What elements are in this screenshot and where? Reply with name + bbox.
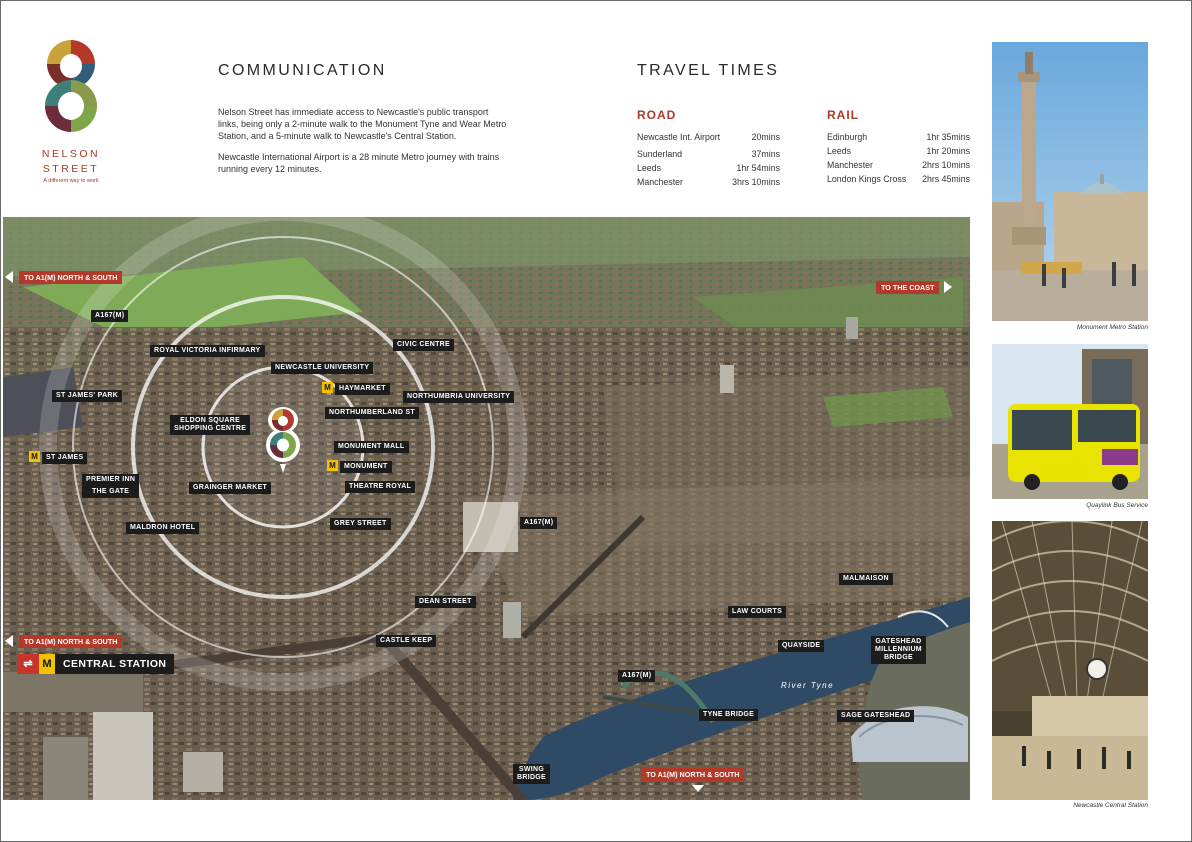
travel-times-heading: TRAVEL TIMES	[637, 62, 780, 79]
label-monument-mall: MONUMENT MALL	[334, 441, 409, 453]
place: Leeds	[637, 163, 661, 173]
label-st-james-park: ST JAMES' PARK	[52, 390, 122, 402]
label-swing-bridge	[513, 764, 550, 784]
table-row	[827, 130, 970, 144]
table-row	[827, 158, 970, 172]
time: 37mins	[751, 149, 780, 159]
label-central-station: CENTRAL STATION	[63, 658, 167, 670]
arrow-down-icon	[692, 785, 704, 792]
label-castle-keep: CASTLE KEEP	[376, 635, 436, 647]
communication-paragraph-1: Nelson Street has immediate access to Newcastle's public transport links, being only a 2-minute walk to the Monument Tyne and Wear Metro Station, and a 5-minute walk to Newcastle's Central Station.	[218, 107, 507, 142]
time: 20mins	[751, 132, 780, 142]
label-eldon-square	[170, 415, 250, 435]
label-a167-low: A167(M)	[618, 670, 655, 682]
place: Sunderland	[637, 149, 682, 159]
rail-title: RAIL	[827, 108, 859, 122]
communication-heading: COMMUNICATION	[218, 62, 387, 79]
label-a167-top: A167(M)	[91, 310, 128, 322]
direction-a1-top: TO A1(M) NORTH & SOUTH	[19, 271, 122, 284]
arrow-right-icon	[944, 281, 952, 293]
label-dean-street: DEAN STREET	[415, 596, 476, 608]
label-premier-inn	[82, 474, 139, 498]
photo-central-station	[992, 521, 1148, 800]
metro-icon: M	[327, 460, 338, 471]
time: 1hr 54mins	[736, 163, 780, 173]
table-row	[637, 147, 780, 161]
label-law-courts: LAW COURTS	[728, 606, 786, 618]
brand-tagline: A different way to work	[43, 178, 99, 184]
metro-icon: M	[39, 654, 55, 674]
label-monument: MONUMENT	[340, 461, 392, 473]
label-eldon-line1: ELDON SQUARE	[180, 417, 241, 424]
label-newcastle-university: NEWCASTLE UNIVERSITY	[271, 362, 373, 374]
nelson-street-logo	[38, 40, 104, 184]
aerial-photo-background	[3, 217, 970, 800]
label-theatre-royal: THEATRE ROYAL	[345, 481, 415, 493]
label-grey-street: GREY STREET	[330, 518, 391, 530]
label-st-james: ST JAMES	[42, 452, 87, 464]
photo-quaylink-bus	[992, 344, 1148, 499]
time: 3hrs 10mins	[732, 177, 780, 187]
road-times-table	[637, 130, 780, 189]
label-tyne-bridge: TYNE BRIDGE	[699, 709, 758, 721]
label-swing-line2: BRIDGE	[517, 774, 547, 781]
label-a167-mid: A167(M)	[520, 517, 557, 529]
place: Edinburgh	[827, 132, 868, 142]
aerial-map	[3, 217, 970, 800]
direction-coast: TO THE COAST	[876, 281, 939, 294]
label-malmaison: MALMAISON	[839, 573, 893, 585]
label-maldron-hotel: MALDRON HOTEL	[126, 522, 199, 534]
table-row	[637, 161, 780, 175]
label-premier-line1: PREMIER INN	[86, 476, 136, 483]
time: 1hr 35mins	[926, 132, 970, 142]
road-title: ROAD	[637, 108, 677, 122]
label-grainger-market: GRAINGER MARKET	[189, 482, 271, 494]
national-rail-icon: ⇌	[17, 654, 39, 674]
table-row	[827, 172, 970, 186]
label-premier-line2: THE GATE	[91, 488, 130, 495]
label-eldon-line2: SHOPPING CENTRE	[174, 425, 247, 432]
caption-monument: Monument Metro Station	[1076, 324, 1148, 331]
label-sage-gateshead: SAGE GATESHEAD	[837, 710, 914, 722]
place: Manchester	[637, 177, 683, 187]
rail-times-table	[827, 130, 970, 186]
photo-monument-metro	[992, 42, 1148, 321]
label-gmb-line3: BRIDGE	[883, 654, 913, 661]
metro-icon: M	[322, 382, 333, 393]
label-quayside: QUAYSIDE	[778, 640, 824, 652]
arrow-left-icon	[5, 271, 13, 283]
label-rvi: ROYAL VICTORIA INFIRMARY	[150, 345, 265, 357]
label-river-tyne: River Tyne	[781, 681, 835, 690]
brand-name-line2: STREET	[42, 163, 100, 175]
time: 1hr 20mins	[926, 146, 970, 156]
brand-name-line1: NELSON	[41, 148, 101, 160]
metro-icon: M	[29, 451, 40, 462]
caption-central-station: Newcastle Central Station	[1073, 802, 1148, 809]
figure-eight-logo-icon	[38, 40, 104, 132]
table-row	[827, 144, 970, 158]
caption-bus: Quaylink Bus Service	[1086, 502, 1148, 509]
time: 2hrs 45mins	[922, 174, 970, 184]
direction-a1-mid: TO A1(M) NORTH & SOUTH	[19, 635, 122, 648]
table-row	[637, 130, 780, 144]
communication-paragraph-2: Newcastle International Airport is a 28 minute Metro journey with trains running every 12 minutes.	[218, 151, 500, 174]
label-haymarket: HAYMARKET	[335, 383, 390, 395]
direction-a1-bottom: TO A1(M) NORTH & SOUTH	[641, 768, 744, 781]
label-northumbria-university: NORTHUMBRIA UNIVERSITY	[403, 391, 514, 403]
label-gateshead-millennium-bridge	[871, 636, 926, 664]
place: London Kings Cross	[827, 174, 907, 184]
label-civic-centre: CIVIC CENTRE	[393, 339, 454, 351]
place: Newcastle Int. Airport	[637, 132, 721, 142]
table-row	[637, 175, 780, 189]
communication-text	[218, 106, 508, 183]
arrow-left-icon	[5, 635, 13, 647]
central-station-label	[17, 654, 174, 674]
place: Manchester	[827, 160, 873, 170]
place: Leeds	[827, 146, 851, 156]
label-northumberland-st: NORTHUMBERLAND ST	[325, 407, 419, 419]
time: 2hrs 10mins	[922, 160, 970, 170]
label-gmb-line2: MILLENNIUM	[875, 646, 922, 653]
label-swing-line1: SWING	[518, 766, 545, 773]
label-gmb-line1: GATESHEAD	[875, 638, 922, 645]
